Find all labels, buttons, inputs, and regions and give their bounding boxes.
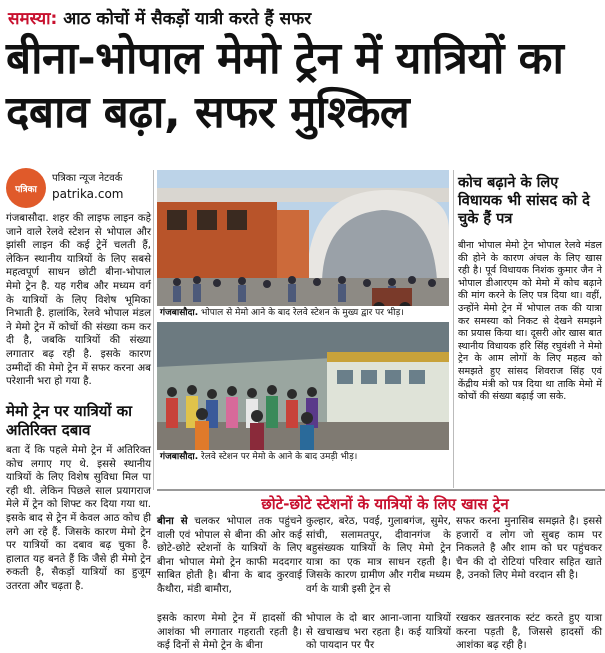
column-divider xyxy=(153,170,154,490)
bottom-col-a: इसके कारण मेमो ट्रेन में हादसों की आशंका भी लगातार गहराती रहती है। कई दिनों से मेमो ट्रेन के बीना xyxy=(157,613,302,652)
byline-agency: पत्रिका न्यूज नेटवर्क xyxy=(52,173,123,184)
kicker-text: आठ कोचों में सैकड़ों यात्री करते हैं सफर xyxy=(63,9,312,29)
col1-subhead: मेमो ट्रेन पर यात्रियों का अतिरिक्त दबाव xyxy=(6,402,132,439)
box-col-c: सफर करना मुनासिब समझते है। इससे हजारों व लोग जो सुबह काम पर निकलते है और शाम को घर पहुंचकर चैन की दो रोटियां परिवार सहित खाते है, उनको लिए मेमो वरदान सी है। xyxy=(456,516,602,582)
station-entrance-photo xyxy=(157,170,449,320)
sidebar-divider xyxy=(453,170,454,488)
top-caption-place: गंजबासौदा. xyxy=(160,308,199,318)
bottom-photo-caption xyxy=(157,450,449,464)
byline-site: patrika.com xyxy=(52,187,124,201)
box-col-b: कुल्हार, बरेठ, पवई, गुलाबगंज, सुमेर, सांची, सलामतपुर, दीवानगंज के बहुसंख्यक यात्रियों के लिए मेमो ट्रेन यात्रा का एक मात्र साधन रहती है। जिसके कारण ग्रामीण और गरीब मध्यम वर्ग के यात्री इसी ट्रेन से xyxy=(306,516,451,595)
headline: बीना-भोपाल मेमो ट्रेन में यात्रियों का दबाव बढ़ा, सफर मुश्किल xyxy=(6,33,564,138)
col1-para1: गंजबासौदा. शहर की लाइफ लाइन कहे जाने वाले रेलवे स्टेशन से भोपाल और झांसी लाइन की कई ट्रेनें चलती हैं, लेकिन स्थानीय यात्रियों के लिए सबसे महत्वपूर्ण साधन छोटी बीना-भोपाल मेमो ट्रेन है. यह गरीब और मध्यम वर्ग के यात्रियों के लिए विशेष भूमिका निभाती है. हालांकि, रेलवे भोपाल मंडल ने मेमो ट्रेन में कोचों की संख्या कम कर दी है, जबकि यात्रियों की संख्या लगातार बढ़ रही है. इसके कारण उम्मीदों की मेमो ट्रेन में सफर करना अब परेशानी भरा हो गया है. xyxy=(6,213,151,388)
top-photo-caption xyxy=(157,306,449,320)
patrika-logo: पत्रिका xyxy=(6,168,46,208)
sidebar-head: कोच बढ़ाने के लिए विधायक भी सांसद को दे चुके हैं पत्र xyxy=(458,175,590,227)
box-head: छोटे-छोटे स्टेशनों के यात्रियों के लिए खास ट्रेन xyxy=(261,495,509,513)
col1-para2: बता दें कि पहले मेमो ट्रेन में अतिरिक्त कोच लगाए गए थे. इससे स्थानीय यात्रियों के लिए विशेष सुविधा मिल पा रही थी. लेकिन पिछले साल प्रयागराज मेले में ट्रेन को शिफ्ट कर दिया गया था. इसके बाद से ट्रेन में केवल आठ कोच ही लगे आ रहे हैं. जिसके कारण मेमो ट्रेन पर यात्रियों का दबाव बढ़ चुका है. हालात यह बनते हैं कि जैसे ही मेमो ट्रेन रुकती है, सैकड़ों यात्रियों का हुजूम उतरता और चढ़ता है. xyxy=(6,445,151,592)
platform-crowd-photo xyxy=(157,322,449,458)
kicker-label: समस्या: xyxy=(8,9,58,29)
bottom-col-c: रखकर खतरनाक स्टंट करते हुए यात्रा करना पड़ती है, जिससे हादसों की आशंका बढ़ रही है। xyxy=(456,613,602,652)
top-caption-text: भोपाल से मेमो आने के बाद रेलवे स्टेशन के मुख्य द्वार पर भीड़। xyxy=(201,308,404,318)
sidebar-text: बीना भोपाल मेमो ट्रेन भोपाल रेलवे मंडल की होने के कारण अंचल के लिए खास रही है। पूर्व विधायक निशंक कुमार जैन ने भोपाल डीआरएम को मेमो में कोच बढ़ाने की मांग करने के लिए पत्र दिया था। वहीं, उन्होंने मेमो ट्रेन में भोपाल तक की यात्रा कर समस्या को निकट से देखने समझने का प्रयास किया था। दूसरी ओर खास बात स्थानीय विधायक हरि सिंह रघुवंशी ने मेमो ट्रेन के आम लोगों के लिए महत्व को समझते हुए सांसद शिवराज सिंह एवं केंद्रीय मंत्री को पत्र दिया था ताकि मेमो में कोचों की संख्या बढ़ाई जा सके. xyxy=(458,240,602,403)
bottom-col-b: भोपाल के दो बार आना-जाना यात्रियों से खचाखच भरा रहता है। कई यात्रियों को पायदान पर पैर xyxy=(306,613,451,652)
box-col-a xyxy=(157,515,302,612)
box-col-a-text: चलकर भोपाल तक पहुंचने वाली एवं भोपाल से बीना की ओर कई छोटे-छोटे स्टेशनों के यात्रियों के लिए बीना भोपाल मेमो ट्रेन काफी मददगार साबित होती है। बीना के बाद कुरवाई कैथौरा, मंडी बामौरा, xyxy=(157,516,302,595)
bottom-caption-place: गंजबासौदा. xyxy=(160,452,199,462)
box-rule xyxy=(157,489,605,491)
bottom-caption-text: रेलवे स्टेशन पर मेमो के आने के बाद उमड़ी भीड़। xyxy=(201,452,358,462)
box-lead: बीना से xyxy=(157,516,188,527)
kicker xyxy=(8,6,311,29)
